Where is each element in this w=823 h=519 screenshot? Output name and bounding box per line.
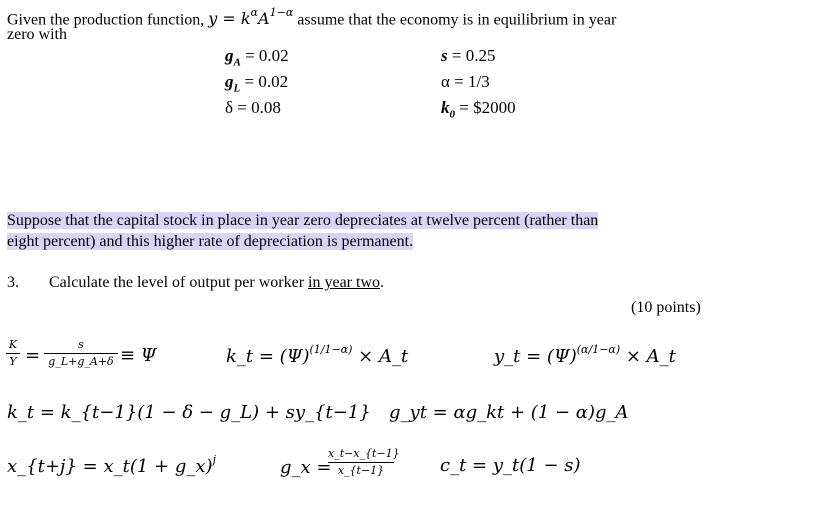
eq4: k_t = k_{t−1}(1 − δ − g_L) + sy_{t−1} bbox=[7, 402, 371, 423]
param-gL bbox=[225, 72, 288, 98]
scenario-line-2 bbox=[7, 232, 413, 252]
formula-base: y = k bbox=[208, 9, 251, 29]
question-text-underlined: in year two bbox=[308, 274, 380, 291]
formula-exponent-one-minus-alpha: 1−α bbox=[269, 6, 294, 19]
param-k0 bbox=[441, 98, 516, 124]
eq6-exponent: j bbox=[212, 453, 216, 466]
eq1-frac1-den: Y bbox=[9, 355, 17, 368]
param-gA-sub: A bbox=[233, 56, 241, 69]
eq8: c_t = y_t(1 − s) bbox=[440, 455, 581, 476]
eq1-frac1-num: K bbox=[8, 338, 18, 351]
param-s-symbol: s bbox=[441, 46, 448, 65]
eq2-rhs: × A_t bbox=[352, 346, 409, 367]
eq7-num: x_t−x_{t−1} bbox=[328, 447, 400, 460]
param-k0-symbol: k bbox=[441, 98, 450, 117]
eq2-lhs: k_t = (Ψ) bbox=[226, 346, 310, 367]
formula-A: A bbox=[258, 9, 270, 29]
eq3-rhs: × A_t bbox=[620, 346, 676, 367]
eq6 bbox=[7, 455, 216, 477]
scenario-line-2-text: eight percent) and this higher rate of depreciation is permanent. bbox=[7, 233, 414, 250]
param-delta-value: = 0.08 bbox=[233, 98, 281, 117]
question-text-prefix: Calculate the level of output per worker bbox=[49, 274, 309, 291]
eq3-exponent: (α/1−α) bbox=[576, 343, 621, 356]
scenario-line-1 bbox=[7, 211, 598, 231]
param-s-value: = 0.25 bbox=[447, 46, 496, 65]
param-gL-sub: L bbox=[233, 82, 241, 95]
param-gL-value: = 0.02 bbox=[240, 72, 289, 91]
eq3 bbox=[494, 345, 676, 367]
eq1-frac-saving bbox=[44, 338, 118, 369]
param-gA-symbol: g bbox=[225, 46, 234, 65]
eq7-fraction bbox=[328, 447, 400, 478]
eq7-lhs: g_x = bbox=[280, 457, 332, 478]
formula-exponent-alpha: α bbox=[250, 6, 259, 19]
param-gA-value: = 0.02 bbox=[240, 46, 289, 65]
eq3-lhs: y_t = (Ψ) bbox=[494, 346, 577, 367]
eq7-bar bbox=[328, 462, 394, 463]
eq1-frac1-bar bbox=[6, 353, 20, 354]
intro-suffix: assume that the economy is in equilibrium in year bbox=[293, 11, 617, 29]
param-alpha bbox=[441, 72, 490, 92]
eq7-den: x_{t−1} bbox=[337, 464, 385, 477]
eq1-frac2-num: s bbox=[78, 338, 84, 351]
question-text-suffix: . bbox=[380, 274, 384, 291]
eq1-frac2-den: g_L+g_A+δ bbox=[48, 355, 114, 368]
intro-line-1 bbox=[7, 5, 616, 30]
param-gL-symbol: g bbox=[225, 72, 234, 91]
eq1-frac2-bar bbox=[44, 353, 118, 354]
production-function bbox=[208, 6, 294, 29]
eq5: g_yt = αg_kt + (1 − α)g_A bbox=[389, 402, 629, 423]
eq1-equals: = bbox=[25, 345, 41, 366]
eq2 bbox=[226, 345, 408, 367]
eq2-exponent: (1/1−α) bbox=[309, 343, 353, 356]
eq1-frac-ky bbox=[6, 338, 20, 369]
eq6-lhs: x_{t+j} = x_t(1 + g_x) bbox=[7, 456, 213, 477]
intro-prefix: Given the production function, bbox=[7, 11, 209, 29]
eq1-tail: ≡ Ψ bbox=[120, 345, 157, 366]
scenario-line-1-text: Suppose that the capital stock in place in year zero depreciates at twelve percent (rather than bbox=[7, 212, 599, 229]
param-alpha-symbol: α bbox=[441, 72, 450, 91]
param-delta bbox=[225, 98, 281, 118]
question-points: (10 points) bbox=[631, 299, 701, 316]
param-s bbox=[441, 46, 495, 66]
param-k0-value: = $2000 bbox=[455, 98, 516, 117]
param-alpha-value: = 1/3 bbox=[449, 72, 490, 91]
question-number: 3. bbox=[7, 274, 19, 291]
question-text bbox=[49, 273, 384, 293]
intro-line-2: zero with bbox=[7, 26, 67, 43]
param-delta-symbol: δ bbox=[225, 98, 234, 117]
param-k0-sub: 0 bbox=[449, 108, 455, 121]
param-gA bbox=[225, 46, 289, 72]
